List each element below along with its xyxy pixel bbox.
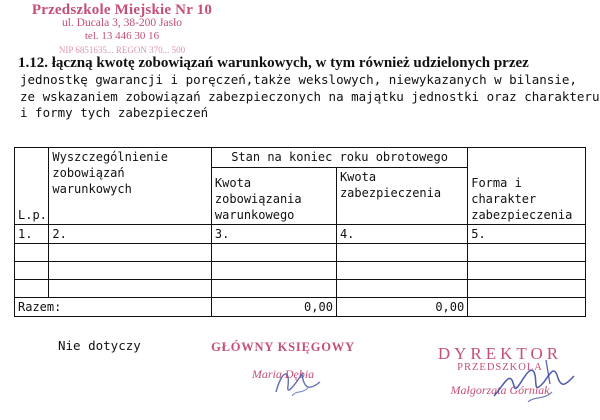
director-title: DYREKTOR xyxy=(437,344,563,363)
table-cell xyxy=(336,262,467,280)
table-cell xyxy=(468,262,586,280)
contingent-liabilities-table xyxy=(14,147,586,317)
header-kwota-zobowiazania: Kwota zobowiązania warunkowego xyxy=(211,168,336,225)
table-cell xyxy=(49,244,212,262)
stamp-institution-name: Przedszkole Miejskie Nr 10 xyxy=(31,2,213,18)
table-cell: 4. xyxy=(336,225,467,244)
heading-line-3: ze wskazaniem zobowiązań zabezpieczonych na majątku jednostki oraz charakteru xyxy=(20,88,600,104)
header-kwota-zabezpieczenia: Kwota zabezpieczenia xyxy=(336,168,467,225)
table-cell xyxy=(336,280,467,298)
chief-accountant-stamp xyxy=(208,340,358,382)
header-forma-charakter: Forma i charakter zabezpieczenia xyxy=(468,148,586,225)
table-row xyxy=(15,244,586,262)
table-cell xyxy=(211,244,336,262)
table-cell: 2. xyxy=(49,225,212,244)
header-wyszczegolnienie: Wyszczególnienie zobowiązań warunkowych xyxy=(49,148,212,225)
total-label: Razem: xyxy=(15,298,212,317)
table-cell xyxy=(211,280,336,298)
heading-line-4: i formy tych zabezpieczeń xyxy=(20,105,209,120)
director-stamp xyxy=(420,344,580,398)
accountant-name: Maria Dębia xyxy=(251,367,315,381)
section-heading xyxy=(18,54,600,122)
heading-line-2: jednostkę gwarancji i poręczeń,także wekslowych, niewykazanych w bilansie, xyxy=(20,72,577,87)
table-header-row-1 xyxy=(15,148,586,168)
not-applicable-note: Nie dotyczy xyxy=(58,338,141,353)
director-subtitle: PRZEDSZKOLA xyxy=(457,362,543,373)
table-row xyxy=(15,262,586,280)
table-cell: 3. xyxy=(211,225,336,244)
table-row xyxy=(15,280,586,298)
table-cell: 1. xyxy=(15,225,49,244)
table-cell xyxy=(468,280,586,298)
table-cell xyxy=(468,298,586,317)
table-cell xyxy=(15,244,49,262)
total-kwota-zabezpieczenia: 0,00 xyxy=(336,298,467,317)
table-total-row xyxy=(15,298,586,317)
table-cell xyxy=(211,262,336,280)
stamp-nip-regon: NIP 6851635... REGON 370... 500 xyxy=(58,45,186,55)
total-kwota-zobowiazania: 0,00 xyxy=(211,298,336,317)
table-cell xyxy=(49,280,212,298)
table-cell xyxy=(15,262,49,280)
table-cell xyxy=(468,244,586,262)
stamp-address: ul. Ducala 3, 38-200 Jasło xyxy=(61,17,183,29)
heading-line-1: 1.12. łączną kwotę zobowiązań warunkowych, w tym również udzielonych przez xyxy=(18,55,529,71)
institution-stamp xyxy=(22,4,222,57)
accountant-title: GŁÓWNY KSIĘGOWY xyxy=(211,340,355,354)
table-cell xyxy=(49,262,212,280)
stamp-phone: tel. 13 446 30 16 xyxy=(84,30,160,42)
header-stan-na-koniec: Stan na koniec roku obrotowego xyxy=(211,148,467,168)
director-name: Małgorzata Górniak xyxy=(450,383,550,397)
header-lp: L.p. xyxy=(15,148,49,225)
table-cell: 5. xyxy=(468,225,586,244)
table-cell xyxy=(336,244,467,262)
table-number-row xyxy=(15,225,586,244)
table-cell xyxy=(15,280,49,298)
